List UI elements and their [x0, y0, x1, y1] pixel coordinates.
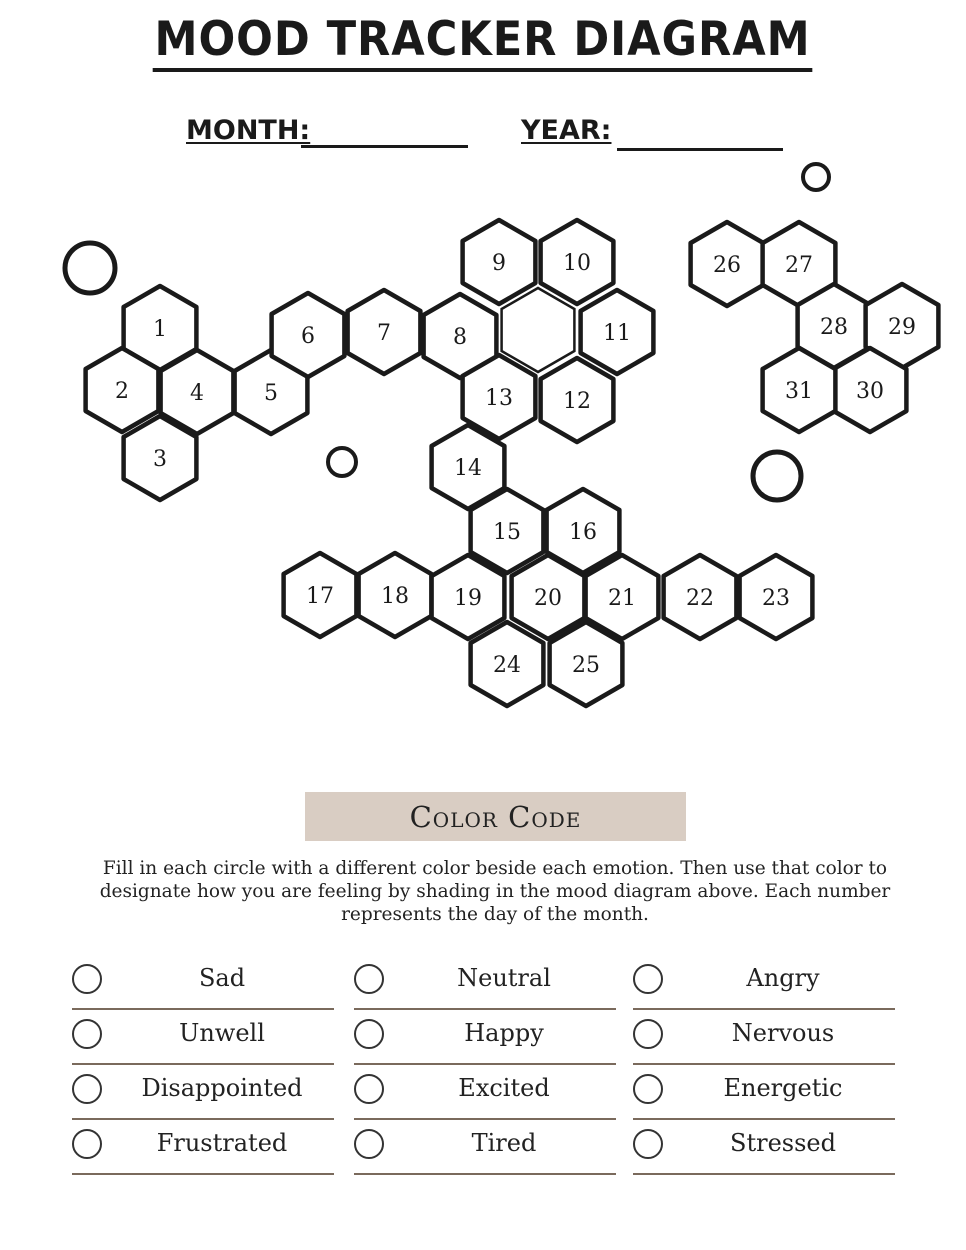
color-swatch-circle[interactable]: [354, 1019, 384, 1049]
day-number: 17: [306, 584, 334, 609]
day-hex-10[interactable]: [541, 220, 614, 304]
day-number: 27: [785, 253, 813, 278]
instructions-text: Fill in each circle with a different color beside each emotion. Then use that color to designate how you are feeling by shading in the mood diagram above. Each number represents the day of the month.: [99, 858, 891, 925]
legend-item-nervous: [633, 1013, 895, 1065]
day-hex-18[interactable]: [359, 553, 432, 637]
emotion-label: Disappointed: [141, 1074, 303, 1102]
legend-item-neutral: [354, 958, 616, 1010]
day-number: 28: [820, 315, 848, 340]
day-number: 31: [785, 379, 813, 404]
day-number: 10: [563, 251, 591, 276]
day-number: 3: [153, 447, 167, 472]
day-hex-30[interactable]: [834, 348, 907, 432]
day-number: 29: [888, 315, 916, 340]
hex-center-blank: [502, 288, 575, 372]
day-number: 21: [608, 586, 636, 611]
color-code-banner: Color Code: [305, 792, 686, 841]
legend-item-stressed: [633, 1123, 895, 1175]
day-number: 18: [381, 584, 409, 609]
day-number: 6: [301, 324, 315, 349]
day-hex-22[interactable]: [664, 555, 737, 639]
day-hex-9[interactable]: [463, 220, 536, 304]
emotion-label: Frustrated: [156, 1129, 288, 1157]
day-number: 15: [493, 520, 521, 545]
day-number: 26: [713, 253, 741, 278]
emotion-label: Stressed: [730, 1129, 836, 1157]
day-number: 4: [190, 381, 204, 406]
day-number: 30: [856, 379, 884, 404]
day-hex-25[interactable]: [550, 622, 623, 706]
emotion-label: Sad: [198, 964, 246, 992]
decorative-bubble-icon: [803, 164, 829, 190]
color-swatch-circle[interactable]: [354, 1129, 384, 1159]
color-swatch-circle[interactable]: [633, 1129, 663, 1159]
color-swatch-circle[interactable]: [72, 1019, 102, 1049]
legend-item-excited: [354, 1068, 616, 1120]
emotion-label: Energetic: [723, 1074, 843, 1102]
day-number: 8: [453, 325, 467, 350]
day-number: 11: [603, 321, 631, 346]
day-hex-12[interactable]: [541, 358, 614, 442]
legend-item-happy: [354, 1013, 616, 1065]
legend-item-energetic: [633, 1068, 895, 1120]
day-hex-19[interactable]: [432, 555, 505, 639]
color-swatch-circle[interactable]: [354, 964, 384, 994]
emotion-label: Happy: [464, 1019, 544, 1047]
color-swatch-circle[interactable]: [354, 1074, 384, 1104]
legend-item-tired: [354, 1123, 616, 1175]
day-number: 25: [572, 653, 600, 678]
day-hex-26[interactable]: [691, 222, 764, 306]
color-swatch-circle[interactable]: [633, 1019, 663, 1049]
decorative-bubble-icon: [328, 448, 356, 476]
day-number: 24: [493, 653, 521, 678]
emotion-label: Neutral: [457, 964, 551, 992]
color-swatch-circle[interactable]: [633, 964, 663, 994]
day-number: 23: [762, 586, 790, 611]
day-hex-24[interactable]: [471, 622, 544, 706]
legend-item-angry: [633, 958, 895, 1010]
color-swatch-circle[interactable]: [72, 1129, 102, 1159]
emotion-label: Nervous: [731, 1019, 835, 1047]
day-number: 9: [492, 251, 506, 276]
color-swatch-circle[interactable]: [72, 964, 102, 994]
color-swatch-circle[interactable]: [633, 1074, 663, 1104]
year-label: YEAR:: [521, 115, 612, 146]
day-hex-31[interactable]: [763, 348, 836, 432]
day-number: 22: [686, 586, 714, 611]
day-hex-7[interactable]: [348, 290, 421, 374]
day-hex-17[interactable]: [284, 553, 357, 637]
page-title: MOOD TRACKER DIAGRAM: [0, 12, 966, 72]
emotion-label: Excited: [458, 1074, 550, 1102]
decorative-bubble-icon: [753, 452, 801, 500]
month-label: MONTH:: [186, 115, 311, 146]
emotion-label: Tired: [471, 1129, 537, 1157]
legend-item-unwell: [72, 1013, 334, 1065]
decorative-bubble-icon: [65, 243, 115, 293]
day-number: 20: [534, 586, 562, 611]
legend-item-sad: [72, 958, 334, 1010]
day-hex-23[interactable]: [740, 555, 813, 639]
day-hex-2[interactable]: [86, 348, 159, 432]
day-number: 1: [153, 317, 167, 342]
day-hex-11[interactable]: [581, 290, 654, 374]
day-number: 7: [377, 321, 391, 346]
emotion-label: Angry: [746, 964, 820, 992]
emotion-label: Unwell: [179, 1019, 265, 1047]
day-number: 14: [454, 456, 482, 481]
legend-item-disappointed: [72, 1068, 334, 1120]
day-number: 13: [485, 386, 513, 411]
day-hex-4[interactable]: [161, 350, 234, 434]
day-number: 2: [115, 379, 129, 404]
day-number: 16: [569, 520, 597, 545]
day-number: 12: [563, 389, 591, 414]
day-number: 5: [264, 381, 278, 406]
legend-item-frustrated: [72, 1123, 334, 1175]
day-number: 19: [454, 586, 482, 611]
day-hex-6[interactable]: [272, 293, 345, 377]
color-swatch-circle[interactable]: [72, 1074, 102, 1104]
day-hex-20[interactable]: [512, 555, 585, 639]
